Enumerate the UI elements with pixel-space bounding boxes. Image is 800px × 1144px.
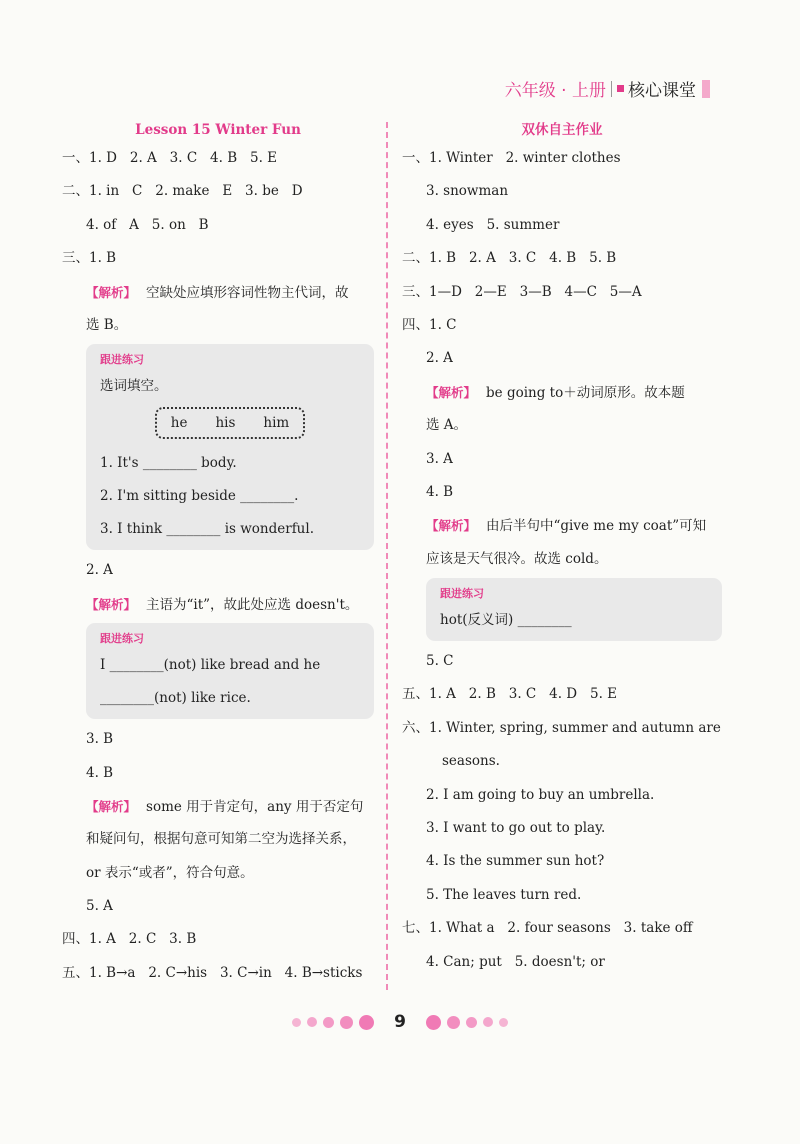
- practice-instruction: 选词填空。: [100, 378, 168, 395]
- analysis-tag: 【解析】: [86, 284, 137, 300]
- column-divider: [386, 122, 388, 990]
- left-column: [62, 118, 374, 990]
- answer-line: 2. A: [86, 562, 113, 579]
- answer-line: 3. I want to go out to play.: [426, 820, 606, 837]
- page-footer: [0, 1012, 800, 1032]
- answer-line: 七、1. What a 2. four seasons 3. take off: [402, 920, 693, 937]
- practice-item: 2. I'm sitting beside ________.: [100, 488, 299, 505]
- practice-title: 跟进练习: [100, 632, 144, 646]
- analysis-text: 主语为“it”，故此处应选 doesn't。: [146, 596, 359, 613]
- answer-line: 五、1. B→a 2. C→his 3. C→in 4. B→sticks: [62, 964, 363, 981]
- analysis-tag: 【解析】: [426, 518, 477, 534]
- analysis-cont: or 表示“或者”，符合句意。: [86, 864, 254, 881]
- practice-title: 跟进练习: [440, 587, 484, 601]
- practice-box: [426, 578, 722, 641]
- practice-title: 跟进练习: [100, 353, 144, 367]
- word-bank-frame: [155, 407, 305, 439]
- analysis-text: some 用于肯定句，any 用于否定句: [146, 798, 364, 815]
- answer-line: 4. of A 5. on B: [86, 216, 209, 233]
- answer-line: 二、1. in C 2. make E 3. be D: [62, 183, 303, 200]
- right-column: [402, 118, 722, 979]
- bar-icon: [702, 80, 710, 98]
- answer-line: 4. eyes 5. summer: [426, 216, 560, 233]
- dot-icon: [307, 1017, 317, 1027]
- analysis-text: be going to＋动词原形。故本题: [486, 384, 685, 401]
- word-bank: [100, 407, 360, 439]
- answer-line: 四、1. A 2. C 3. B: [62, 931, 197, 948]
- word-item: his: [215, 415, 236, 432]
- answer-line: seasons.: [442, 753, 500, 770]
- practice-item: I ________(not) like bread and he: [100, 657, 321, 674]
- answer-line: 4. Can; put 5. doesn't; or: [426, 953, 605, 970]
- analysis-cont: 选 B。: [86, 316, 128, 333]
- practice-box: [86, 623, 374, 719]
- analysis-line: [402, 376, 722, 409]
- analysis-text: 空缺处应填形容词性物主代词，故: [146, 284, 349, 301]
- answer-line: 3. A: [426, 450, 453, 467]
- answer-line: 三、1. B: [62, 250, 117, 267]
- dot-icon: [340, 1016, 353, 1029]
- analysis-tag: 【解析】: [426, 384, 477, 400]
- answer-line: 5. The leaves turn red.: [426, 886, 582, 903]
- practice-item: hot(反义词) ________: [440, 612, 572, 629]
- left-title: Lesson 15 Winter Fun: [135, 122, 301, 138]
- analysis-cont: 选 A。: [426, 417, 468, 434]
- dot-icon: [323, 1017, 334, 1028]
- answer-line: 5. A: [86, 898, 113, 915]
- answer-line: 5. C: [426, 653, 454, 670]
- answer-line: 3. snowman: [426, 183, 509, 200]
- word-item: he: [170, 415, 188, 432]
- analysis-tag: 【解析】: [86, 798, 137, 814]
- answer-line: 2. I am going to buy an umbrella.: [426, 786, 655, 803]
- dot-icon: [292, 1018, 301, 1027]
- answer-line: 三、1—D 2—E 3—B 4—C 5—A: [402, 283, 642, 300]
- practice-box: [86, 344, 374, 550]
- answer-line: 3. B: [86, 731, 114, 748]
- answer-line: 六、1. Winter, spring, summer and autumn are: [402, 719, 721, 736]
- answer-line: 一、1. Winter 2. winter clothes: [402, 150, 621, 166]
- practice-item: 3. I think ________ is wonderful.: [100, 521, 314, 538]
- analysis-line: [62, 790, 374, 823]
- practice-item: 1. It's ________ body.: [100, 455, 237, 472]
- answer-line: 4. B: [86, 764, 114, 781]
- answer-line: 2. A: [426, 350, 453, 367]
- right-title: 双休自主作业: [521, 122, 603, 138]
- analysis-text: 由后半句中“give me my coat”可知: [486, 518, 707, 535]
- page-header: [505, 76, 710, 101]
- course-label: 核心课堂: [628, 81, 696, 101]
- practice-item: ________(not) like rice.: [100, 690, 251, 707]
- answer-line: 4. B: [426, 483, 454, 500]
- dot-icon: [499, 1018, 508, 1027]
- analysis-line: [402, 509, 722, 542]
- page-number: 9: [394, 1012, 406, 1032]
- header-separator: [611, 81, 612, 97]
- analysis-line: [62, 276, 374, 309]
- dot-icon: [359, 1015, 374, 1030]
- word-item: him: [263, 415, 290, 432]
- grade-label: 六年级 · 上册: [504, 81, 606, 101]
- dot-icon: [483, 1017, 493, 1027]
- answer-line: 四、1. C: [402, 316, 457, 333]
- answer-line: 五、1. A 2. B 3. C 4. D 5. E: [402, 686, 618, 703]
- square-icon: [617, 85, 624, 92]
- dot-icon: [466, 1017, 477, 1028]
- analysis-line: [62, 588, 374, 621]
- dot-icon: [426, 1015, 441, 1030]
- dot-icon: [447, 1016, 460, 1029]
- answer-line: 一、1. D 2. A 3. C 4. B 5. E: [62, 150, 278, 166]
- analysis-tag: 【解析】: [86, 596, 137, 612]
- answer-line: 4. Is the summer sun hot?: [426, 853, 605, 870]
- answer-line: 二、1. B 2. A 3. C 4. B 5. B: [402, 250, 617, 267]
- analysis-cont: 应该是天气很冷。故选 cold。: [426, 550, 608, 567]
- analysis-cont: 和疑问句，根据句意可知第二空为选择关系，: [86, 831, 356, 848]
